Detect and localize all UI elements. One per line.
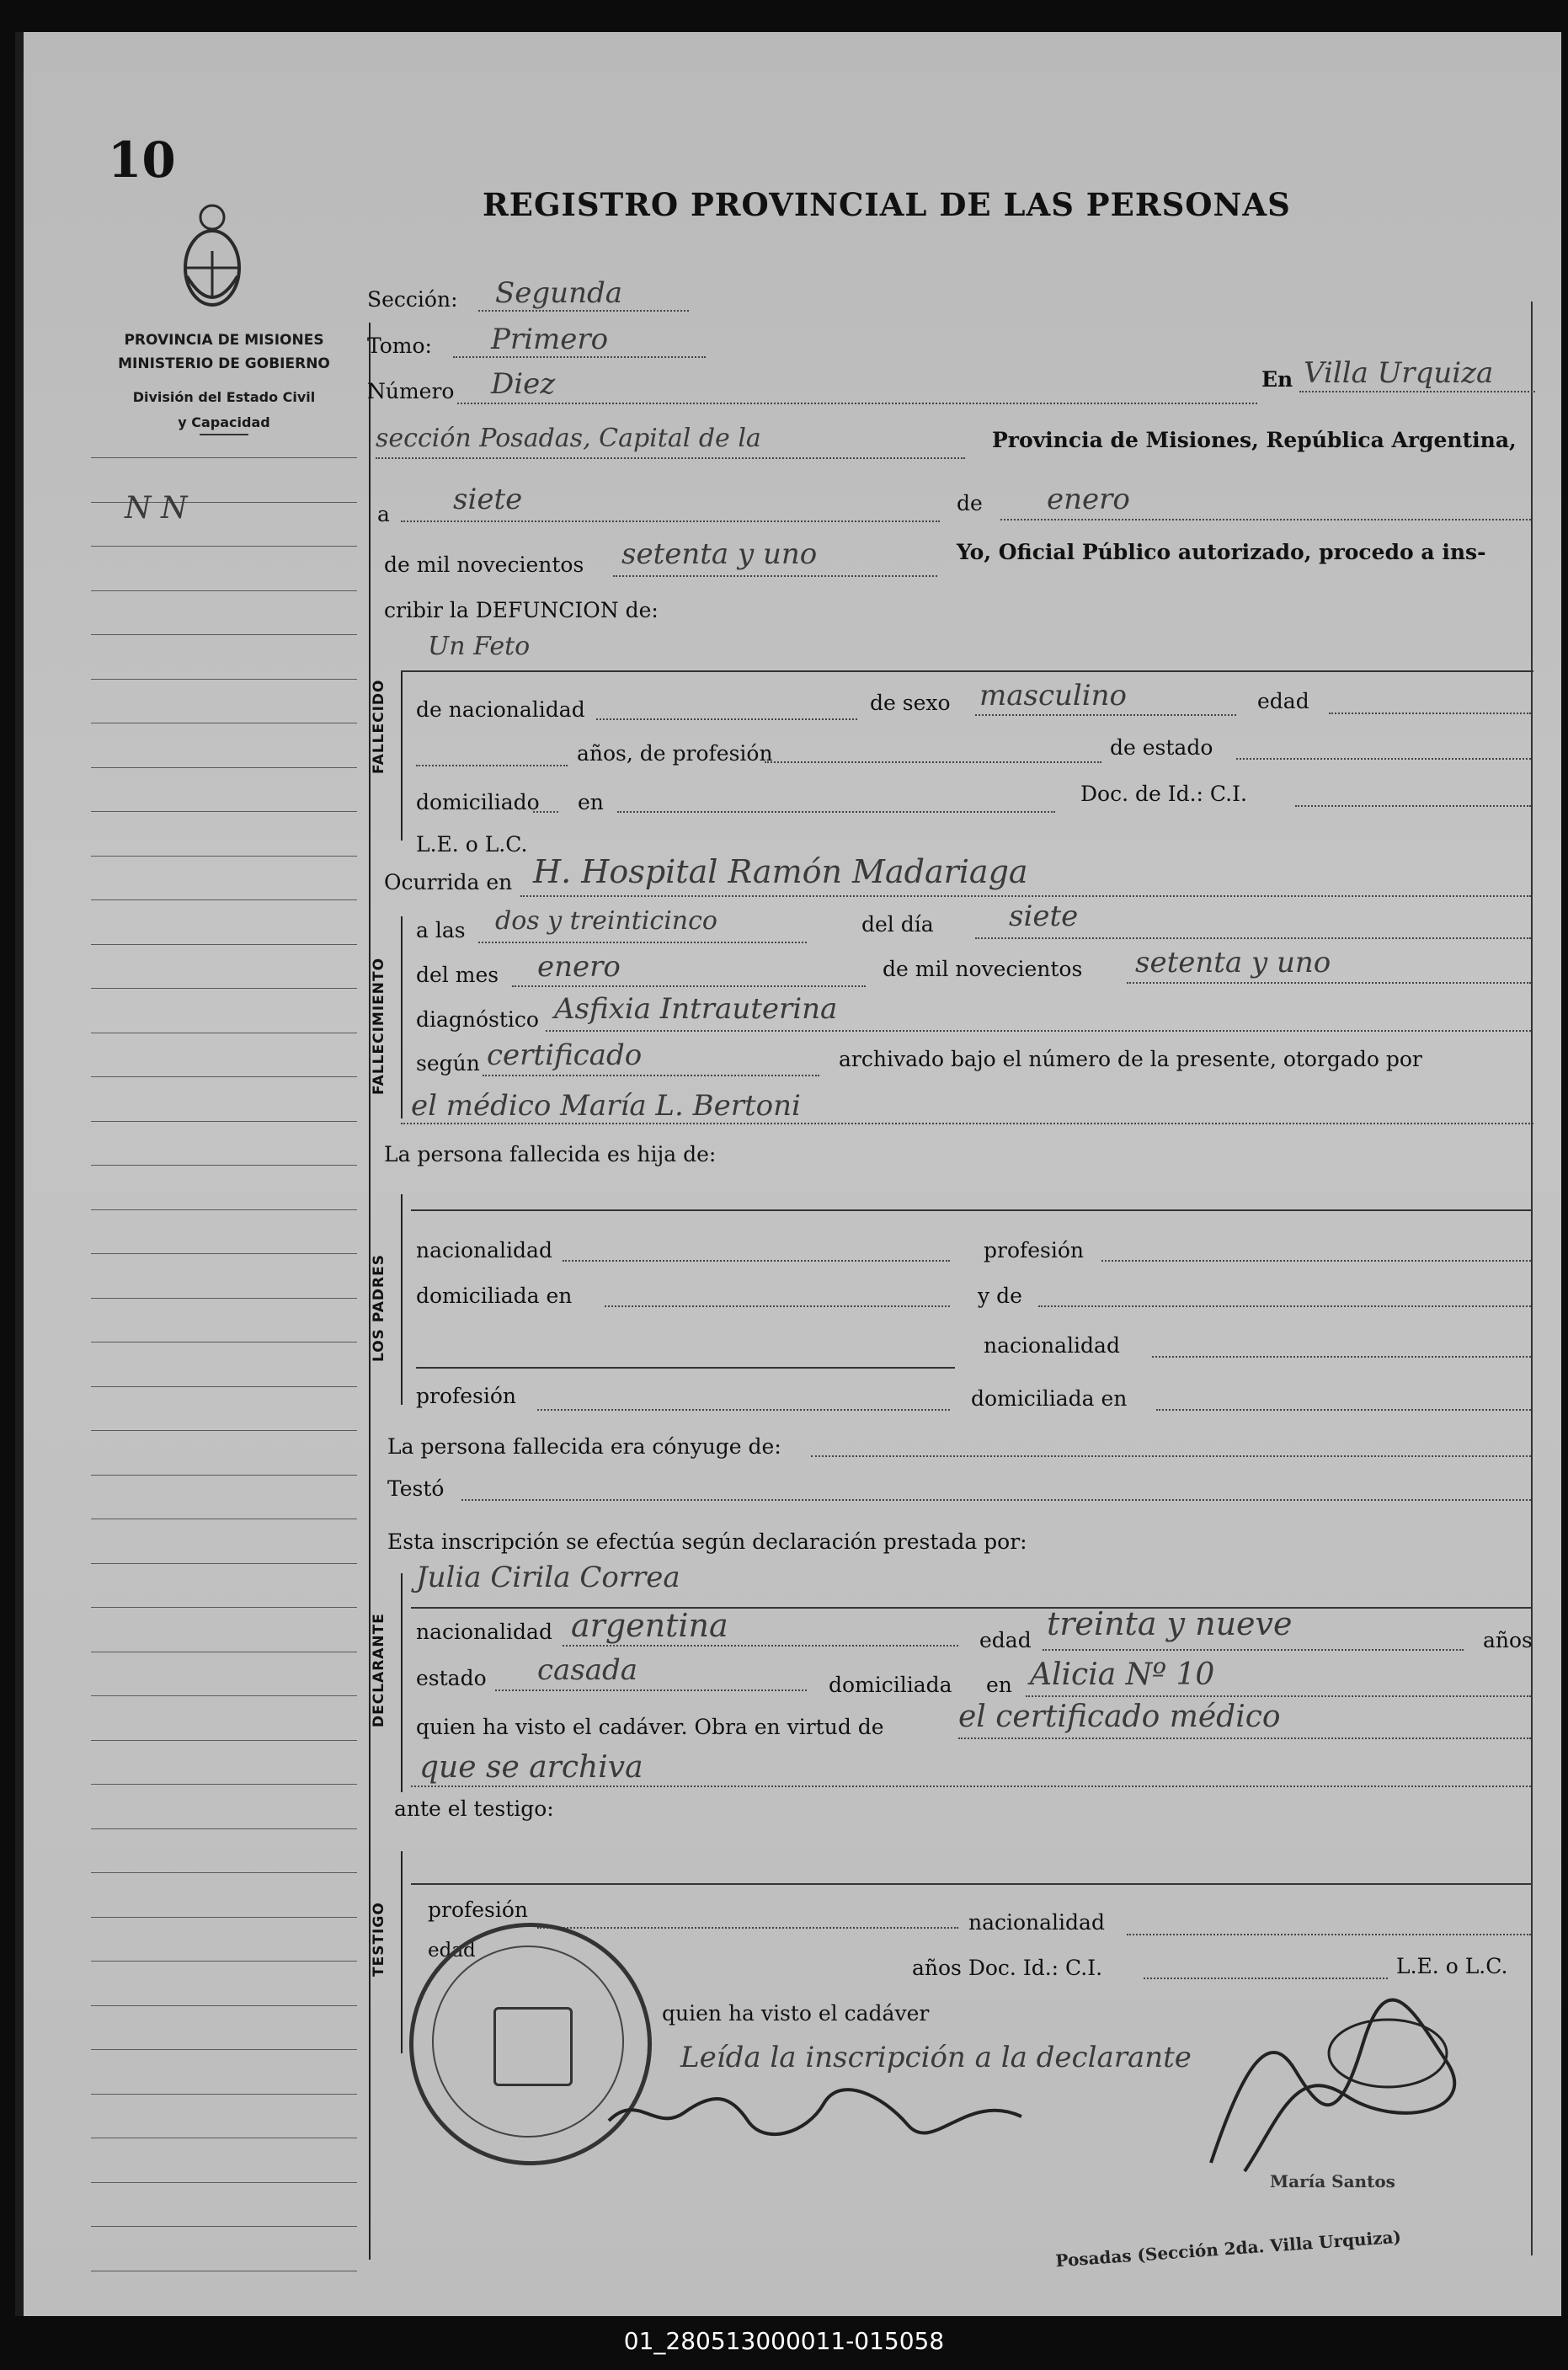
declarante-anos-label: años (1483, 1628, 1533, 1652)
domiciliado-label: domiciliado (416, 790, 540, 814)
padre-domicilio-label: domiciliada en (416, 1284, 573, 1308)
padres-side-label: LOS PADRES (371, 1254, 387, 1362)
margin-rule-line (91, 1740, 357, 1741)
fallecimiento-side-label: FALLECIMIENTO (371, 957, 387, 1095)
ocurrida-label: Ocurrida en (384, 870, 513, 894)
padre-nacionalidad-label: nacionalidad (416, 1238, 552, 1262)
en-label-2: en (578, 790, 604, 814)
margin-rule-line (91, 2049, 357, 2050)
margin-rule-line (91, 546, 357, 547)
record-sheet (15, 32, 1561, 2316)
margin-rule-line (91, 1121, 357, 1122)
margin-rule-line (91, 2094, 357, 2095)
del-dia-label: del día (861, 912, 934, 937)
margin-rule-line (91, 767, 357, 768)
province-name: PROVINCIA DE MISIONES (124, 332, 324, 349)
mes2-value: enero (537, 950, 621, 984)
testigo-profesion-label: profesión (428, 1898, 529, 1922)
margin-rule-line (91, 1695, 357, 1696)
inscripcion-label: Esta inscripción se efectúa según declaración prestada por: (387, 1529, 1027, 1554)
segun-label: según (416, 1051, 480, 1076)
a-las-label: a las (416, 918, 466, 942)
margin-rule-line (91, 988, 357, 989)
image-caption: 01_280513000011-015058 (623, 2327, 945, 2355)
margin-rule-line (91, 1253, 357, 1254)
margin-rule-line (91, 457, 357, 458)
tomo-label: Tomo: (367, 334, 432, 358)
margin-rule-line (91, 679, 357, 680)
madre-profesion-label: profesión (416, 1384, 517, 1408)
anio-value: setenta y uno (621, 537, 818, 571)
medico-value: el médico María L. Bertoni (411, 1089, 801, 1123)
declarante-signature (605, 2087, 1026, 2138)
del-mes-label: del mes (416, 963, 499, 987)
doc-id-label: Doc. de Id.: C.I. (1080, 782, 1247, 806)
declarante-edad-value: treinta y nueve (1047, 1605, 1293, 1642)
margin-rule-line (91, 2005, 357, 2006)
a-label: a (377, 502, 390, 526)
sexo-label: de sexo (870, 691, 951, 715)
page-title: REGISTRO PROVINCIAL DE LAS PERSONAS (483, 186, 1291, 223)
diagnostico-label: diagnóstico (416, 1007, 539, 1032)
margin-rule-line (91, 811, 357, 812)
division-name: División del Estado Civil (132, 389, 316, 405)
obra-value-2: que se archiva (419, 1750, 643, 1785)
margin-rule-line (91, 1165, 357, 1166)
ante-label: ante el testigo: (394, 1796, 554, 1821)
conyuge-label: La persona fallecida era cónyuge de: (387, 1434, 781, 1459)
margin-rule-line (91, 1298, 357, 1299)
margin-rule-line (91, 1961, 357, 1962)
margin-rule-line (91, 1917, 357, 1918)
declarante-nacionalidad-label: nacionalidad (416, 1620, 552, 1644)
anio2-value: setenta y uno (1135, 946, 1331, 979)
de-mil-label-2: de mil novecientos (883, 957, 1083, 981)
margin-rule-line (91, 944, 357, 945)
margin-rule-line (91, 1386, 357, 1387)
dia2-value: siete (1009, 899, 1079, 933)
division-name-2: y Capacidad (72, 414, 376, 435)
margin-rule-line (91, 1828, 357, 1829)
margin-rule-line (91, 590, 357, 591)
declarante-edad-label: edad (979, 1628, 1032, 1652)
anos-profesion-label: años, de profesión (577, 741, 773, 766)
margin-rule-line (91, 856, 357, 857)
estado-label: de estado (1110, 735, 1213, 760)
fallecido-value: Un Feto (428, 632, 531, 661)
margin-rule-line (91, 1784, 357, 1785)
margin-rule-line (91, 1475, 357, 1476)
y-de-label: y de (978, 1284, 1022, 1308)
archivado-label: archivado bajo el número de la presente, otorgado por (839, 1047, 1422, 1071)
margin-rule-line (91, 1563, 357, 1564)
provincia-label: Provincia de Misiones, República Argentina, (992, 428, 1517, 452)
le-lc-label: L.E. o L.C. (416, 832, 528, 857)
fallecido-side-label: FALLECIDO (371, 679, 387, 775)
margin-note: N N (125, 491, 188, 526)
testigo-edad-label: edad (428, 1940, 476, 1962)
en-label: En (1261, 367, 1293, 392)
diagnostico-value: Asfixia Intrauterina (554, 992, 838, 1026)
dia-value: siete (453, 483, 523, 516)
quien-visto-label: quien ha visto el cadáver. Obra en virtud de (416, 1715, 884, 1739)
segun-value: certificado (487, 1038, 643, 1072)
declarante-side-label: DECLARANTE (371, 1613, 387, 1727)
margin-rule-line (91, 1076, 357, 1077)
testigo-side-label: TESTIGO (371, 1902, 387, 1978)
form-right-border (1531, 302, 1533, 2255)
sexo-value: masculino (979, 679, 1128, 713)
testigo-quien-label: quien ha visto el cadáver (662, 2001, 930, 2026)
margin-rule-line (91, 1430, 357, 1431)
margin-rule-line (91, 634, 357, 635)
declarante-en-label: en (986, 1673, 1012, 1697)
declarante-estado-label: estado (416, 1666, 487, 1690)
firma-note: Leída la inscripción a la declarante (680, 2041, 1192, 2074)
seccion-value: Segunda (495, 276, 623, 310)
padre-profesion-label: profesión (984, 1238, 1085, 1262)
margin-rule-line (91, 2182, 357, 2183)
margin-rule-line (91, 1607, 357, 1608)
seccion2-value: sección Posadas, Capital de la (376, 424, 761, 453)
madre-nacionalidad-label: nacionalidad (984, 1333, 1120, 1358)
yo-label: Yo, Oficial Público autorizado, procedo a ins- (957, 540, 1486, 564)
stamp-line: Posadas (Sección 2da. Villa Urquiza) (1054, 2226, 1402, 2271)
inscribir-label: cribir la DEFUNCION de: (384, 598, 659, 622)
stamp-name: María Santos (1270, 2171, 1395, 2191)
declarante-value: Julia Cirila Correa (416, 1561, 680, 1594)
page-number: 10 (108, 131, 176, 189)
seccion-label: Sección: (367, 287, 458, 312)
ministry-name: MINISTERIO DE GOBIERNO (118, 355, 330, 372)
testigo-nacionalidad-label: nacionalidad (968, 1910, 1105, 1935)
official-signature (1194, 1994, 1472, 2188)
coat-of-arms-icon (180, 192, 244, 318)
tomo-value: Primero (491, 323, 609, 356)
margin-rule-line (91, 2226, 357, 2227)
testigo-anos-label: años Doc. Id.: C.I. (912, 1956, 1103, 1980)
ocurrida-value: H. Hospital Ramón Madariaga (533, 853, 1028, 890)
de-mil-label: de mil novecientos (384, 552, 584, 577)
numero-value: Diez (491, 367, 556, 401)
declarante-domiciliada-label: domiciliada (829, 1673, 952, 1697)
testigo-le-lc-label: L.E. o L.C. (1396, 1954, 1508, 1978)
margin-rule-line (91, 899, 357, 900)
de-label: de (957, 491, 983, 515)
declarante-nacionalidad-value: argentina (571, 1607, 728, 1644)
hija-label: La persona fallecida es hija de: (384, 1142, 717, 1166)
hora-value: dos y treinticinco (495, 906, 717, 936)
numero-label: Número (367, 379, 455, 403)
obra-value-1: el certificado médico (958, 1700, 1281, 1734)
declarante-domicilio-value: Alicia Nº 10 (1030, 1657, 1215, 1692)
margin-rule-line (91, 1209, 357, 1210)
declarante-estado-value: casada (537, 1653, 638, 1687)
lugar-value: Villa Urquiza (1304, 356, 1494, 390)
margin-rule-line (91, 1872, 357, 1873)
madre-domicilio-label: domiciliada en (971, 1386, 1128, 1411)
nacionalidad-label: de nacionalidad (416, 697, 585, 722)
edad-label: edad (1257, 689, 1309, 713)
mes-value: enero (1047, 483, 1130, 516)
testo-label: Testó (387, 1476, 445, 1501)
